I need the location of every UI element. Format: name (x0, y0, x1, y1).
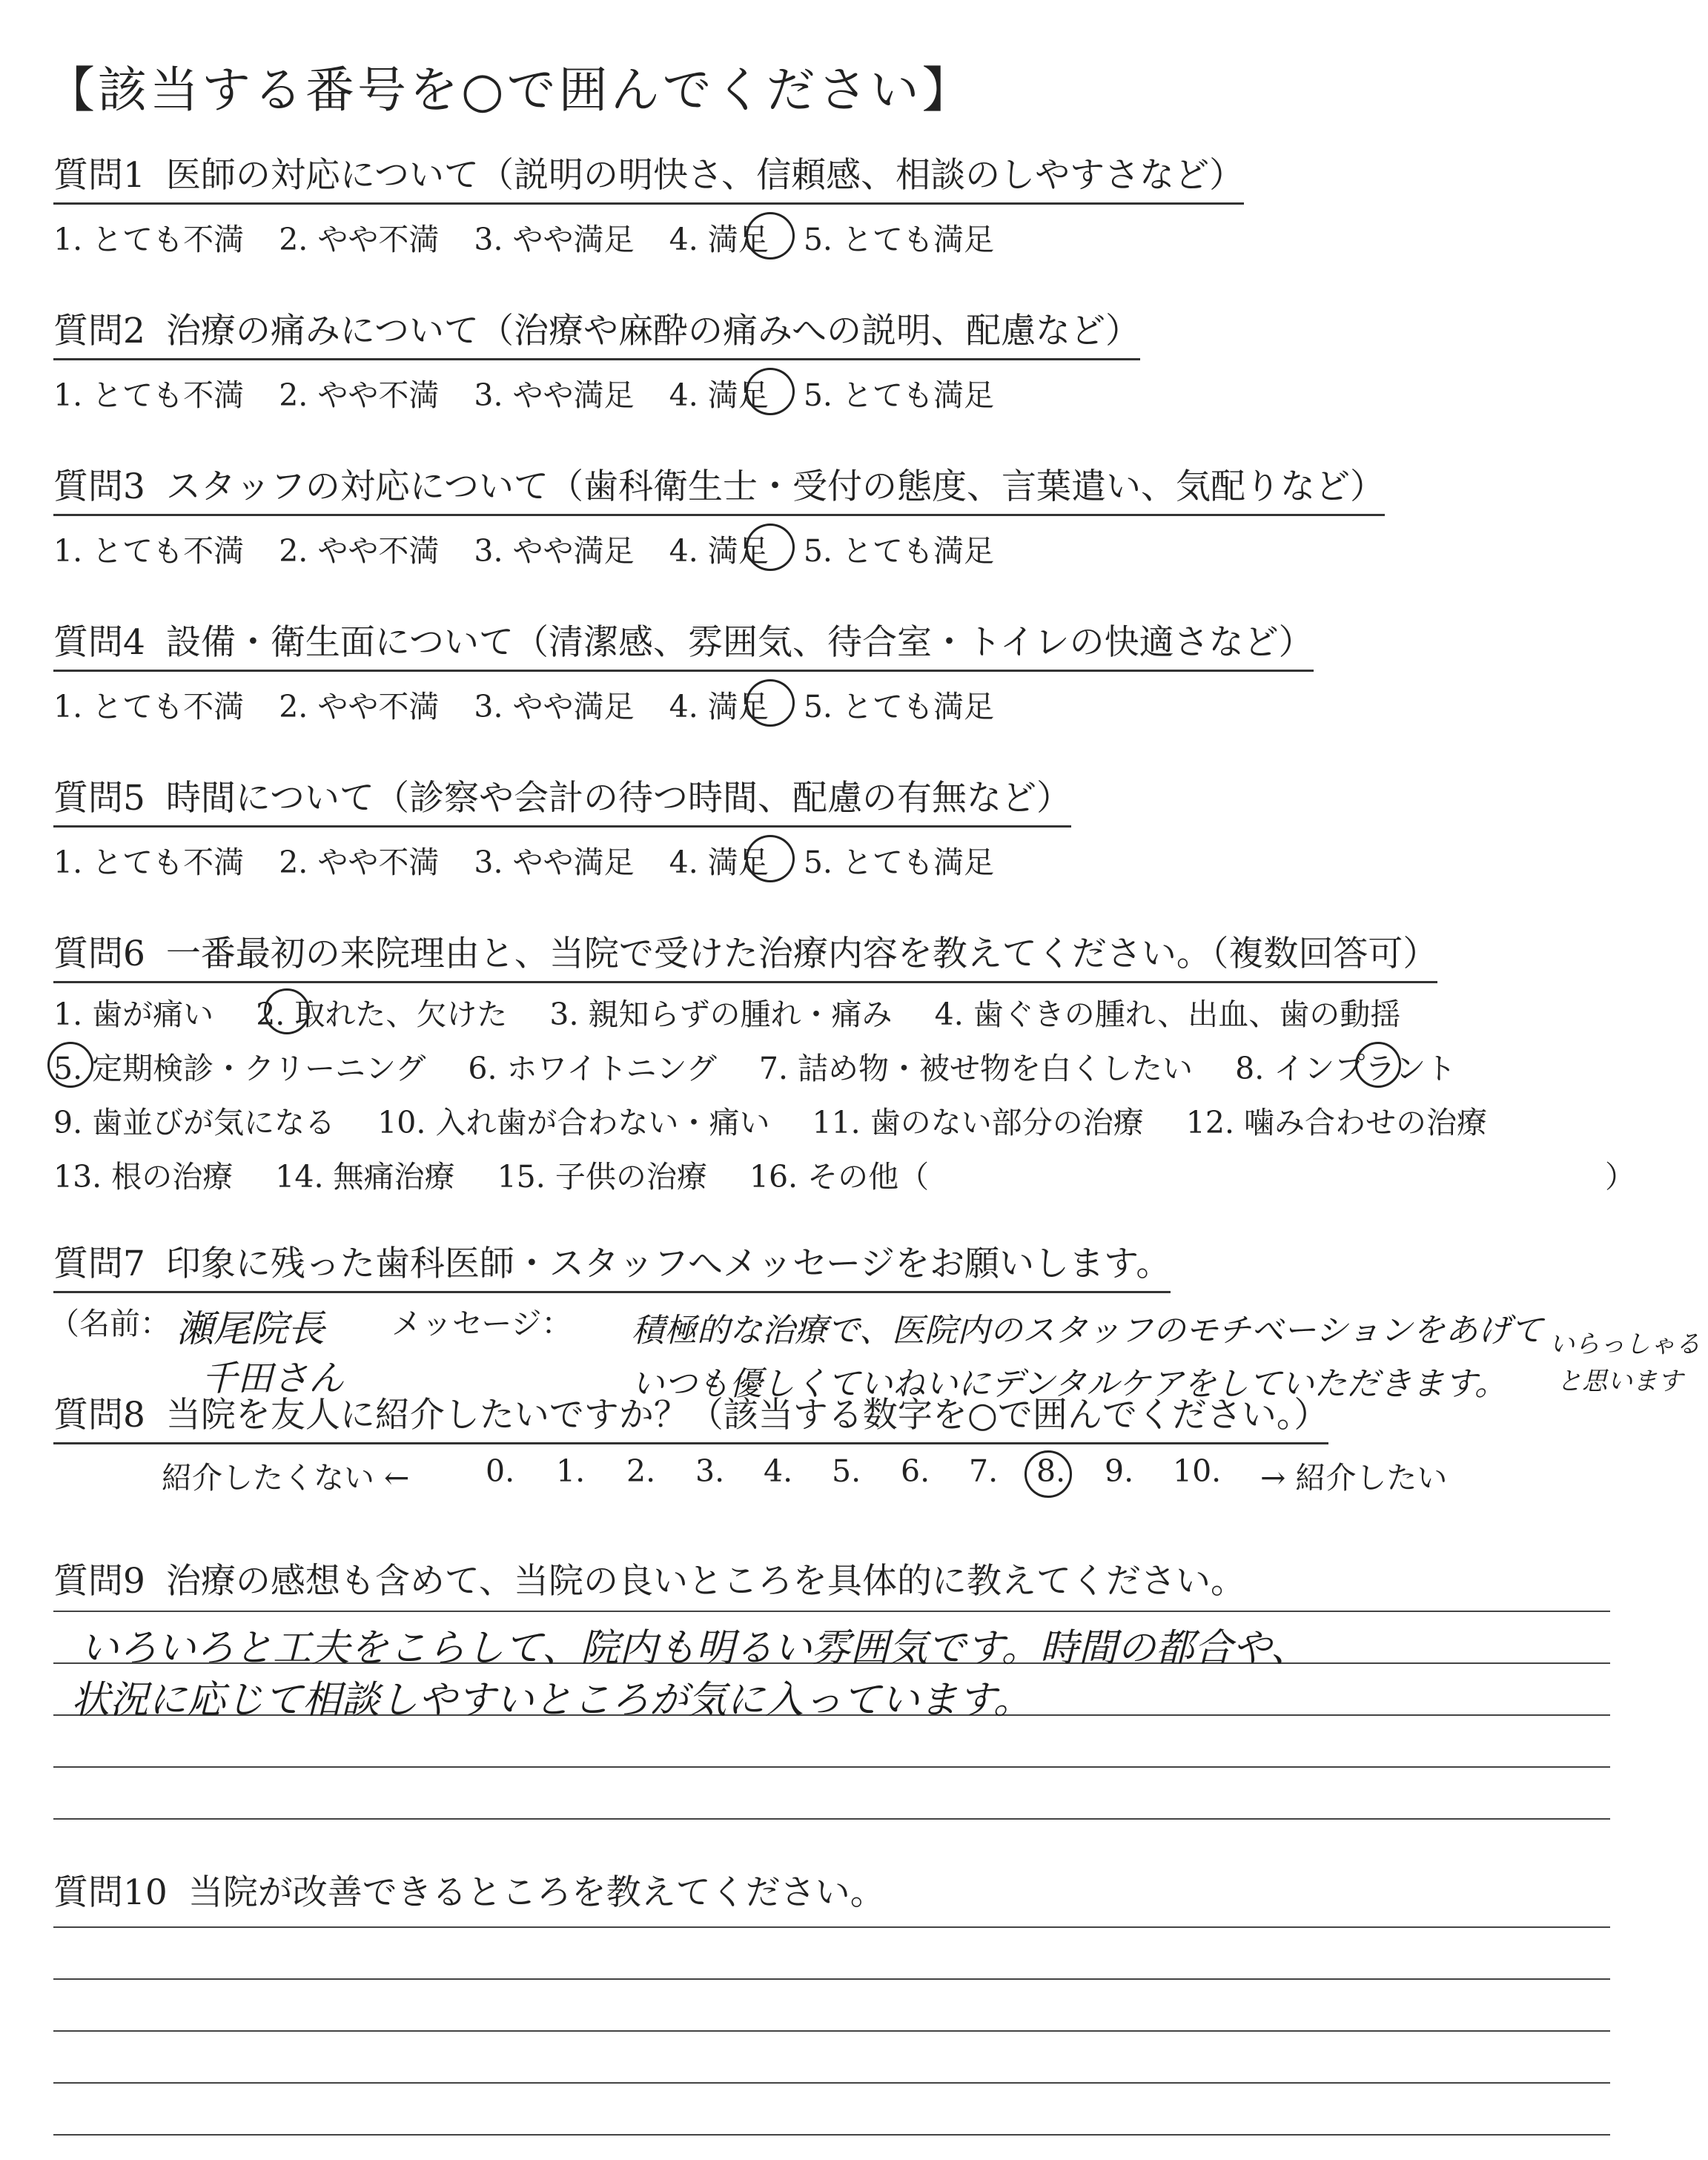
q5-option-1[interactable]: 1. とても不満 (53, 845, 245, 880)
q6-row-4 (53, 1152, 961, 1196)
question-4-text: 設備・衛生面について（清潔感、雰囲気、待合室・トイレの快適さなど） (165, 622, 1314, 663)
q9-line-4 (53, 1766, 1610, 1768)
q1-option-2[interactable]: 2. やや不満 (279, 222, 440, 257)
q9-line-1 (53, 1611, 1610, 1612)
question-9-label: 質問9 (53, 1561, 145, 1602)
q9-handwritten-answer-1: いろいろと工夫をこらして、院内も明るい雰囲気です。時間の都合や、 (80, 1626, 1309, 1671)
q1-option-4[interactable]: 4. 満足 (669, 222, 769, 257)
question-3-options[interactable] (53, 526, 1019, 570)
question-7-label: 質問7 (53, 1244, 145, 1284)
q1-option-5[interactable]: 5. とても満足 (803, 222, 994, 257)
q6-selected-circle-8 (1355, 1042, 1401, 1088)
q8-selected-circle (1025, 1450, 1072, 1498)
q6-other-close-paren: ） (1605, 1159, 1635, 1195)
q6-option-12[interactable]: 12. 噛み合わせの治療 (1185, 1105, 1488, 1140)
question-6 (53, 933, 1437, 983)
q8-score-0[interactable]: 0. (486, 1453, 515, 1489)
q6-option-1[interactable]: 1. 歯が痛い (53, 997, 214, 1032)
q7-handwritten-name-1: 瀬尾院長 (176, 1307, 325, 1350)
q6-option-13[interactable]: 13. 根の治療 (53, 1159, 234, 1195)
q5-selected-circle (746, 835, 795, 882)
question-2-text: 治療の痛みについて（治療や麻酔の痛みへの説明、配慮など） (165, 311, 1141, 351)
q2-selected-circle (746, 368, 795, 415)
q5-option-4[interactable]: 4. 満足 (669, 845, 769, 880)
question-9-text: 治療の感想も含めて、当院の良いところを具体的に教えてください。 (165, 1561, 1245, 1602)
question-7-text: 印象に残った歯科医師・スタッフへメッセージをお願いします。 (165, 1244, 1171, 1284)
q4-option-4[interactable]: 4. 満足 (669, 689, 769, 724)
q8-score-3[interactable]: 3. (695, 1453, 725, 1489)
q3-selected-circle (746, 524, 795, 571)
question-4-label: 質問4 (53, 622, 145, 663)
q9-handwritten-answer-2: 状況に応じて相談しやすいところが気に入っています。 (71, 1678, 1032, 1723)
question-10 (53, 1865, 885, 1915)
q6-option-2[interactable]: 2. 取れた、欠けた (256, 997, 508, 1032)
question-5-label: 質問5 (53, 778, 145, 819)
q6-option-14[interactable]: 14. 無痛治療 (275, 1159, 455, 1195)
q2-option-5[interactable]: 5. とても満足 (803, 377, 994, 413)
q6-option-16[interactable]: 16. その他（ (749, 1159, 930, 1195)
question-8 (53, 1394, 1328, 1444)
question-2 (53, 310, 1140, 360)
q6-option-9[interactable]: 9. 歯並びが気になる (53, 1105, 336, 1140)
question-3 (53, 466, 1385, 516)
q6-row-1 (53, 990, 1433, 1034)
question-8-label: 質問8 (53, 1395, 145, 1436)
question-6-label: 質問6 (53, 934, 145, 974)
page-title: 【該当する番号を○で囲んでください】 (46, 62, 974, 119)
q7-handwritten-message-4: と思います (1557, 1367, 1683, 1396)
question-2-options[interactable] (53, 371, 1019, 415)
q4-option-2[interactable]: 2. やや不満 (279, 689, 440, 724)
q10-line-2 (53, 1978, 1610, 1980)
question-1-text: 医師の対応について（説明の明快さ、信頼感、相談のしやすさなど） (165, 155, 1245, 196)
q10-line-4 (53, 2082, 1610, 2084)
q7-handwritten-message-3: いらっしゃる (1549, 1330, 1701, 1359)
q10-line-5 (53, 2134, 1610, 2136)
question-1 (53, 154, 1244, 205)
q5-option-2[interactable]: 2. やや不満 (279, 845, 440, 880)
q8-score-1[interactable]: 1. (556, 1453, 586, 1489)
q3-option-1[interactable]: 1. とても不満 (53, 533, 245, 569)
q8-score-5[interactable]: 5. (832, 1453, 861, 1489)
q2-option-4[interactable]: 4. 満足 (669, 377, 769, 413)
q5-option-3[interactable]: 3. やや満足 (474, 845, 635, 880)
question-5-options[interactable] (53, 838, 1019, 882)
q8-score-10[interactable]: 10. (1173, 1453, 1222, 1489)
question-5 (53, 777, 1071, 828)
q6-selected-circle-2 (264, 988, 310, 1034)
question-3-label: 質問3 (53, 466, 145, 507)
q7-name-label: （名前： (49, 1306, 171, 1341)
question-10-text: 当院が改善できるところを教えてください。 (188, 1872, 885, 1913)
q5-option-5[interactable]: 5. とても満足 (803, 845, 994, 880)
q1-option-1[interactable]: 1. とても不満 (53, 222, 245, 257)
q8-score-9[interactable]: 9. (1105, 1453, 1134, 1489)
q1-selected-circle (746, 212, 795, 260)
q7-handwritten-message-2: いつも優しくていねいにデンタルケアをしていただきます。 (632, 1365, 1507, 1403)
q8-scale-right-label: → 紹介したい (1260, 1460, 1448, 1496)
q6-option-6[interactable]: 6. ホワイトニング (468, 1051, 717, 1086)
q3-option-3[interactable]: 3. やや満足 (474, 533, 635, 569)
q8-score-8[interactable]: 8. (1036, 1453, 1066, 1489)
q6-row-2 (53, 1044, 1489, 1088)
q2-option-1[interactable]: 1. とても不満 (53, 377, 245, 413)
q3-option-2[interactable]: 2. やや不満 (279, 533, 440, 569)
question-6-text: 一番最初の来院理由と、当院で受けた治療内容を教えてください。（複数回答可） (165, 934, 1438, 974)
q6-option-3[interactable]: 3. 親知らずの腫れ・痛み (549, 997, 893, 1032)
q4-selected-circle (746, 679, 795, 727)
q8-score-4[interactable]: 4. (764, 1453, 793, 1489)
q8-score-2[interactable]: 2. (626, 1453, 656, 1489)
question-9 (53, 1553, 1245, 1603)
q6-option-15[interactable]: 15. 子供の治療 (497, 1159, 707, 1195)
q4-option-5[interactable]: 5. とても満足 (803, 689, 994, 724)
q6-option-11[interactable]: 11. 歯のない部分の治療 (812, 1105, 1144, 1140)
q1-option-3[interactable]: 3. やや満足 (474, 222, 635, 257)
q6-option-7[interactable]: 7. 詰め物・被せ物を白くしたい (758, 1051, 1194, 1086)
q10-line-1 (53, 1926, 1610, 1928)
q4-option-1[interactable]: 1. とても不満 (53, 689, 245, 724)
question-10-label: 質問10 (53, 1872, 168, 1913)
q6-option-4[interactable]: 4. 歯ぐきの腫れ、出血、歯の動揺 (934, 997, 1401, 1032)
q6-selected-circle-5 (47, 1042, 93, 1088)
question-7 (53, 1243, 1171, 1293)
q6-row-3 (53, 1098, 1520, 1142)
question-3-text: スタッフの対応について（歯科衛生士・受付の態度、言葉遣い、気配りなど） (165, 466, 1385, 507)
question-4 (53, 621, 1314, 672)
q2-option-2[interactable]: 2. やや不満 (279, 377, 440, 413)
question-4-options[interactable] (53, 682, 1019, 726)
q6-option-5[interactable]: 5. 定期検診・クリーニング (53, 1051, 426, 1086)
question-5-text: 時間について（診察や会計の待つ時間、配慮の有無など） (165, 778, 1071, 819)
q6-option-8[interactable]: 8. インプラント (1235, 1051, 1457, 1086)
q7-message-label: メッセージ： (391, 1306, 572, 1341)
q8-score-7[interactable]: 7. (969, 1453, 999, 1489)
question-1-label: 質問1 (53, 155, 145, 196)
q2-option-3[interactable]: 3. やや満足 (474, 377, 635, 413)
question-1-options[interactable] (53, 215, 1019, 259)
q10-line-3 (53, 2030, 1610, 2032)
question-8-text: 当院を友人に紹介したいですか？（該当する数字を○で囲んでください。） (165, 1395, 1329, 1436)
q7-handwritten-message-1: 積極的な治療で、医院内のスタッフのモチベーションをあげて (632, 1312, 1543, 1350)
q3-option-4[interactable]: 4. 満足 (669, 533, 769, 569)
q9-line-5 (53, 1818, 1610, 1820)
q7-handwritten-name-2: 千田さん (202, 1358, 345, 1399)
q8-scale-left-label: 紹介したくない ← (162, 1460, 410, 1496)
question-2-label: 質問2 (53, 311, 145, 351)
q6-option-10[interactable]: 10. 入れ歯が合わない・痛い (377, 1105, 770, 1140)
q4-option-3[interactable]: 3. やや満足 (474, 689, 635, 724)
q8-score-6[interactable]: 6. (901, 1453, 930, 1489)
q3-option-5[interactable]: 5. とても満足 (803, 533, 994, 569)
